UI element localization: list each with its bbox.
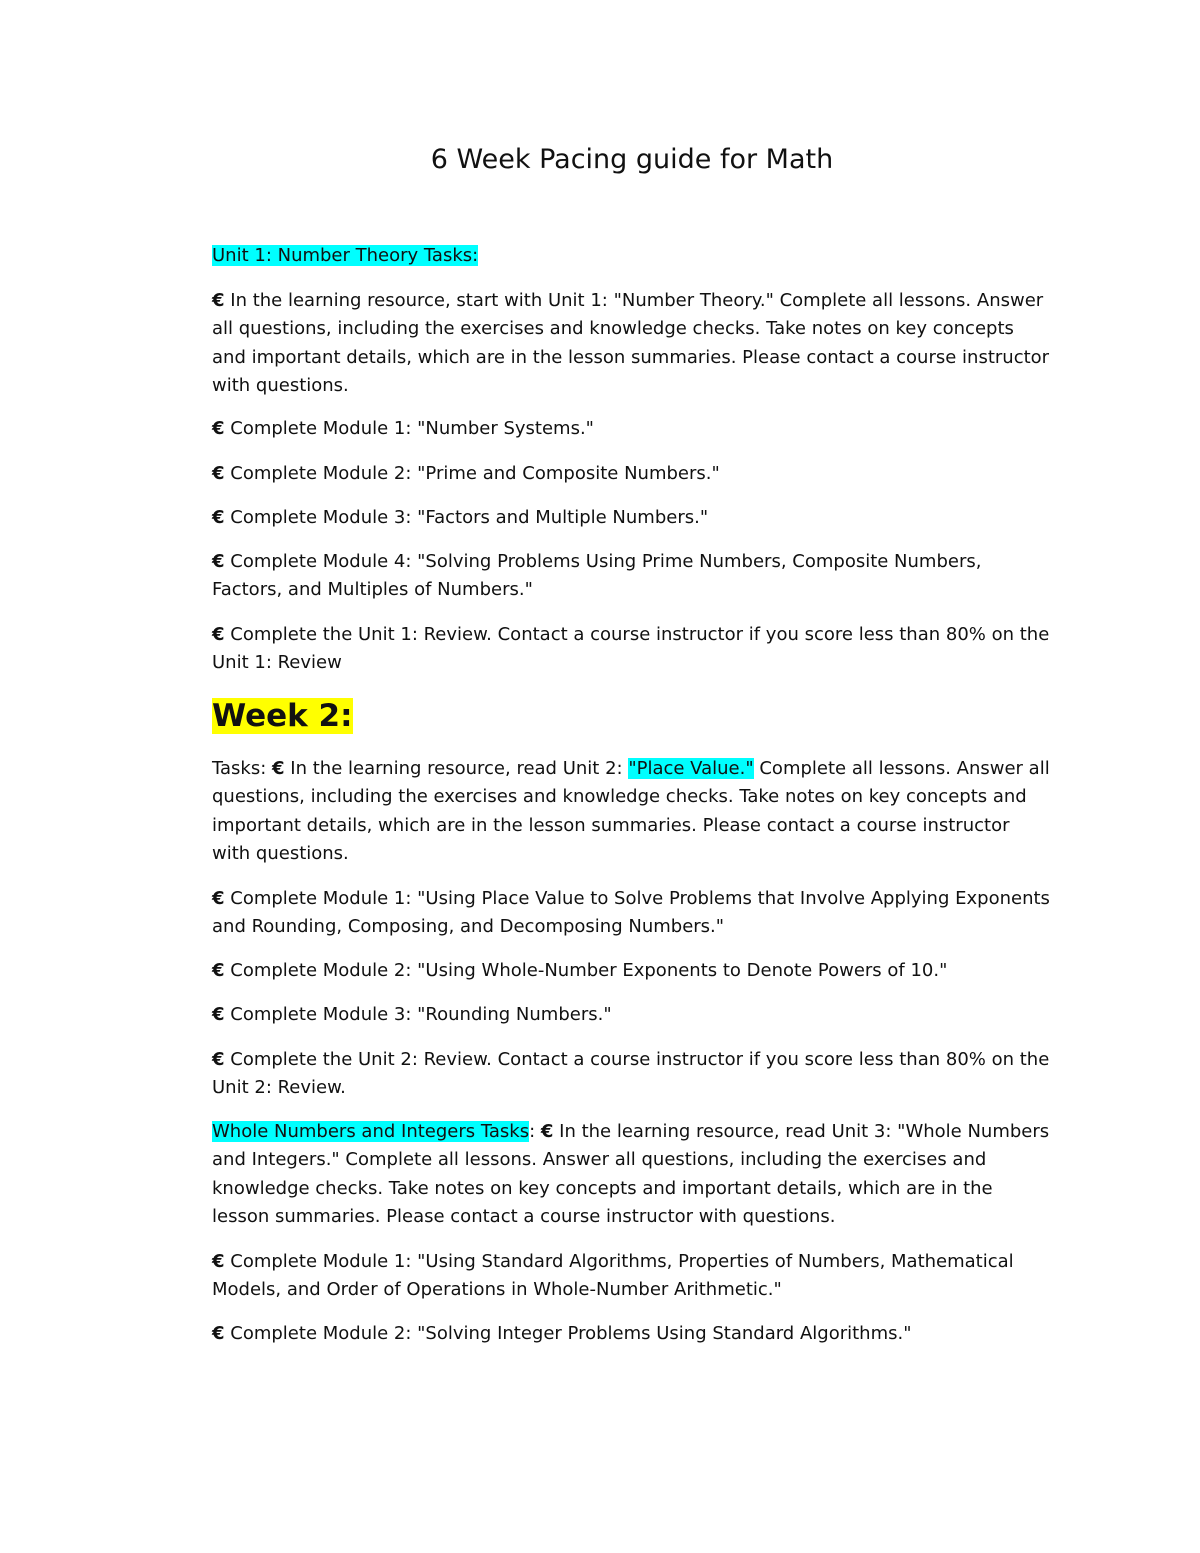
bullet-icon: € <box>212 1049 225 1070</box>
unit1-heading-text: Unit 1: Number Theory Tasks: <box>212 245 479 266</box>
bullet-icon: € <box>212 418 225 439</box>
unit1-module-1 <box>212 415 1052 443</box>
list-item-text: Complete Module 2: "Using Whole-Number Exponents to Denote Powers of 10." <box>230 960 948 981</box>
week2-heading <box>212 696 353 736</box>
week2-intro-rest: Complete all lessons. Answer all questions, including the exercises and knowledge checks. Take notes on key concepts and important details, which are in the lesson summaries. Please contact a course instructor with questions. <box>212 758 1050 865</box>
list-item-text: Complete Module 3: "Factors and Multiple Numbers." <box>230 507 709 528</box>
week2-module-1 <box>212 885 1052 942</box>
unit3-module-2 <box>212 1320 1052 1348</box>
list-item-text: Complete Module 1: "Using Place Value to Solve Problems that Involve Applying Exponents and Rounding, Composing, and Decomposing Numbers." <box>212 888 1050 938</box>
list-item-text: Complete Module 3: "Rounding Numbers." <box>230 1004 612 1025</box>
unit1-intro-text: In the learning resource, start with Unit 1: "Number Theory." Complete all lessons. Answer all questions, including the exercises and knowledge checks. Take notes on key concepts and important details, which are in the lesson summaries. Please contact a course instructor with questions. <box>212 290 1050 397</box>
bullet-icon: € <box>212 1004 225 1025</box>
list-item-text: Complete Module 1: "Using Standard Algorithms, Properties of Numbers, Mathematical Models, and Order of Operations in Whole-Number Arithmetic." <box>212 1251 1014 1301</box>
list-item-text: Complete Module 2: "Solving Integer Problems Using Standard Algorithms." <box>230 1323 912 1344</box>
unit3-heading: Whole Numbers and Integers Tasks <box>212 1121 530 1142</box>
bullet-icon: € <box>212 507 225 528</box>
week2-module-2 <box>212 957 1052 985</box>
bullet-icon: € <box>212 1251 225 1272</box>
bullet-icon: € <box>212 960 225 981</box>
bullet-icon: € <box>212 551 225 572</box>
week2-intro <box>212 755 1052 869</box>
unit1-module-3 <box>212 504 1052 532</box>
bullet-icon: € <box>212 463 225 484</box>
unit3-module-1 <box>212 1248 1052 1305</box>
list-item-text: Complete Module 4: "Solving Problems Using Prime Numbers, Composite Numbers, Factors, and Multiples of Numbers." <box>212 551 982 601</box>
page-title: 6 Week Pacing guide for Math <box>430 144 834 175</box>
list-item-text: Complete Module 2: "Prime and Composite Numbers." <box>230 463 720 484</box>
unit3-intro-text: In the learning resource, read Unit 3: "Whole Numbers and Integers." Complete all lessons. Answer all questions, including the exercises and knowledge checks. Take notes on key concepts and important details, which are in the lesson summaries. Please contact a course instructor with questions. <box>212 1121 1050 1228</box>
bullet-icon: € <box>272 758 285 779</box>
tasks-label: Tasks: <box>212 758 267 779</box>
week2-intro-text: In the learning resource, read Unit 2: <box>290 758 623 779</box>
list-item-text: Complete the Unit 2: Review. Contact a course instructor if you score less than 80% on the Unit 2: Review. <box>212 1049 1050 1099</box>
bullet-icon: € <box>212 290 225 311</box>
week2-heading-text: Week 2: <box>212 698 353 734</box>
place-value-highlight: "Place Value." <box>628 758 754 779</box>
bullet-icon: € <box>212 888 225 909</box>
bullet-icon: € <box>212 624 225 645</box>
unit1-heading <box>212 242 1052 270</box>
unit3-intro: Whole Numbers and Integers Tasks: € In the learning resource, read Unit 3: "Whole Numbers and Integers." Complete all lessons. Answer all questions, including the exercises and knowledge checks. Take notes on key concepts and important details, which are in the lesson summaries. Please contact a course instructor with questions. <box>212 1121 1050 1228</box>
unit1-intro <box>212 287 1052 401</box>
week2-module-3 <box>212 1001 1052 1029</box>
unit1-module-2 <box>212 460 1052 488</box>
bullet-icon: € <box>212 1323 225 1344</box>
week2-review <box>212 1046 1052 1103</box>
list-item-text: Complete Module 1: "Number Systems." <box>230 418 594 439</box>
list-item-text: Complete the Unit 1: Review. Contact a course instructor if you score less than 80% on the Unit 1: Review <box>212 624 1050 674</box>
unit1-module-4 <box>212 548 1052 605</box>
bullet-icon: € <box>540 1121 554 1142</box>
unit1-review <box>212 621 1052 678</box>
